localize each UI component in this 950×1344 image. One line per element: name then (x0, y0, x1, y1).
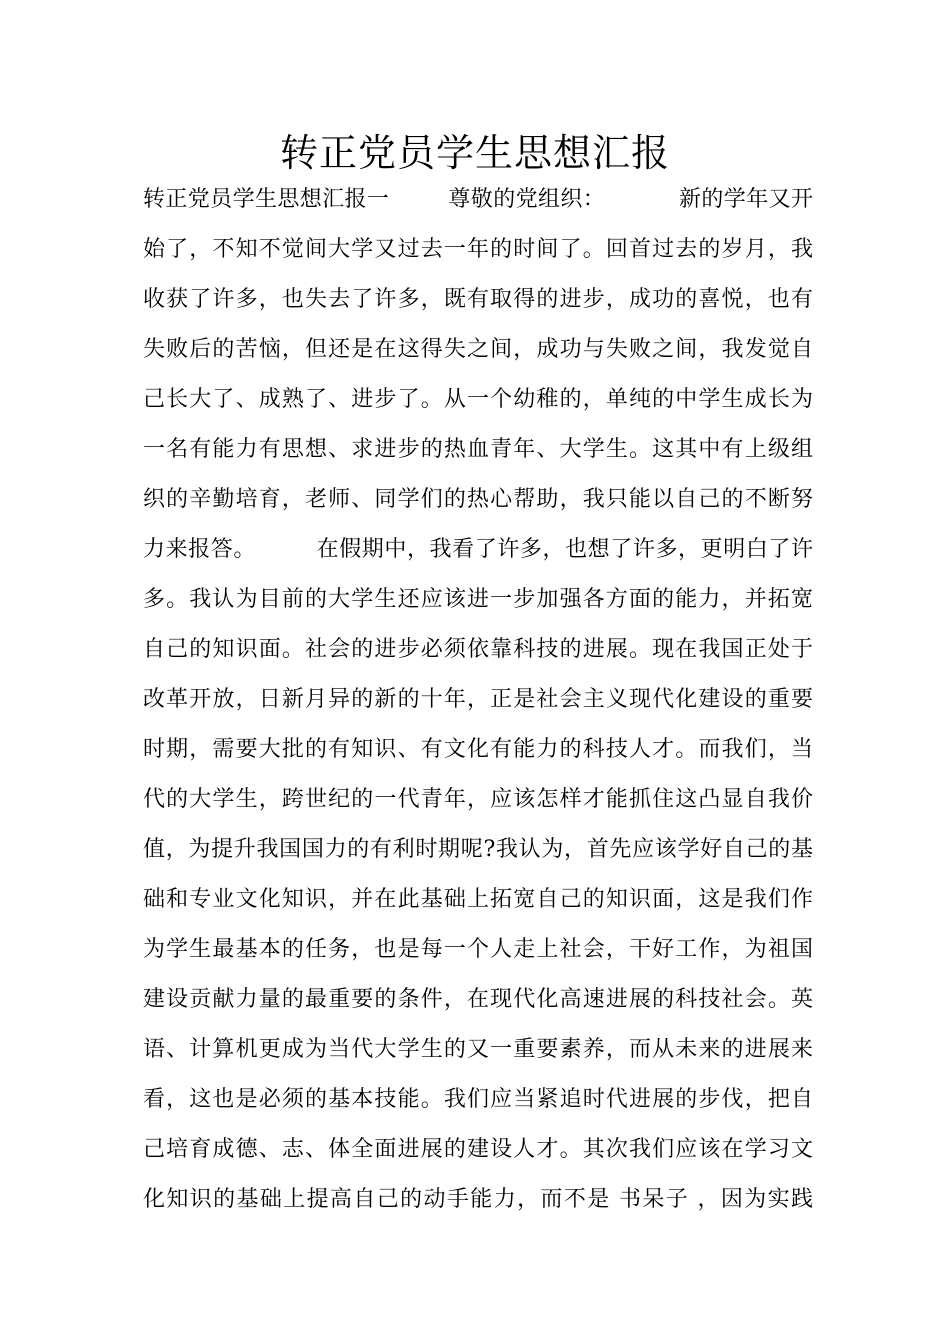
text-line: 己长大了、成熟了、进步了。从一个幼稚的，单纯的中学生成长为 (143, 387, 813, 412)
text-line: 时期，需要大批的有知识、有文化有能力的科技人才。而我们，当 (143, 737, 813, 762)
document-body (143, 180, 813, 1230)
text-line: 织的辛勤培育，老师、同学们的热心帮助，我只能以自己的不断努 (143, 487, 813, 512)
text-line: 多。我认为目前的大学生还应该进一步加强各方面的能力，并拓宽 (143, 587, 813, 612)
text-line: 建设贡献力量的最重要的条件，在现代化高速进展的科技社会。英 (143, 987, 813, 1012)
text-line: 自己的知识面。社会的进步必须依靠科技的进展。现在我国正处于 (143, 637, 813, 662)
text-line: 为学生最基本的任务，也是每一个人走上社会，干好工作，为祖国 (143, 937, 813, 962)
text-line: 一名有能力有思想、求进步的热血青年、大学生。这其中有上级组 (143, 437, 813, 462)
document-title: 转正党员学生思想汇报 (279, 131, 670, 175)
text-line: 己培育成德、志、体全面进展的建设人才。其次我们应该在学习文 (143, 1137, 813, 1162)
text-line: 转正党员学生思想汇报一 尊敬的党组织： 新的学年又开 (143, 187, 813, 212)
text-line: 础和专业文化知识，并在此基础上拓宽自己的知识面，这是我们作 (143, 887, 813, 912)
text-line: 改革开放，日新月异的新的十年，正是社会主义现代化建设的重要 (143, 687, 813, 712)
text-line: 始了，不知不觉间大学又过去一年的时间了。回首过去的岁月，我 (143, 237, 813, 262)
text-line: 失败后的苦恼，但还是在这得失之间，成功与失败之间，我发觉自 (143, 337, 813, 362)
text-line: 化知识的基础上提高自己的动手能力，而不是 书呆子 ，因为实践 (143, 1187, 813, 1212)
text-line: 代的大学生，跨世纪的一代青年，应该怎样才能抓住这凸显自我价 (143, 787, 813, 812)
text-line: 值，为提升我国国力的有利时期呢?我认为，首先应该学好自己的基 (143, 837, 813, 862)
text-line: 语、计算机更成为当代大学生的又一重要素养，而从未来的进展来 (143, 1037, 813, 1062)
text-line: 力来报答。 在假期中，我看了许多，也想了许多，更明白了许 (143, 537, 813, 562)
text-line: 看，这也是必须的基本技能。我们应当紧追时代进展的步伐，把自 (143, 1087, 813, 1112)
text-line: 收获了许多，也失去了许多，既有取得的进步，成功的喜悦，也有 (143, 287, 813, 312)
